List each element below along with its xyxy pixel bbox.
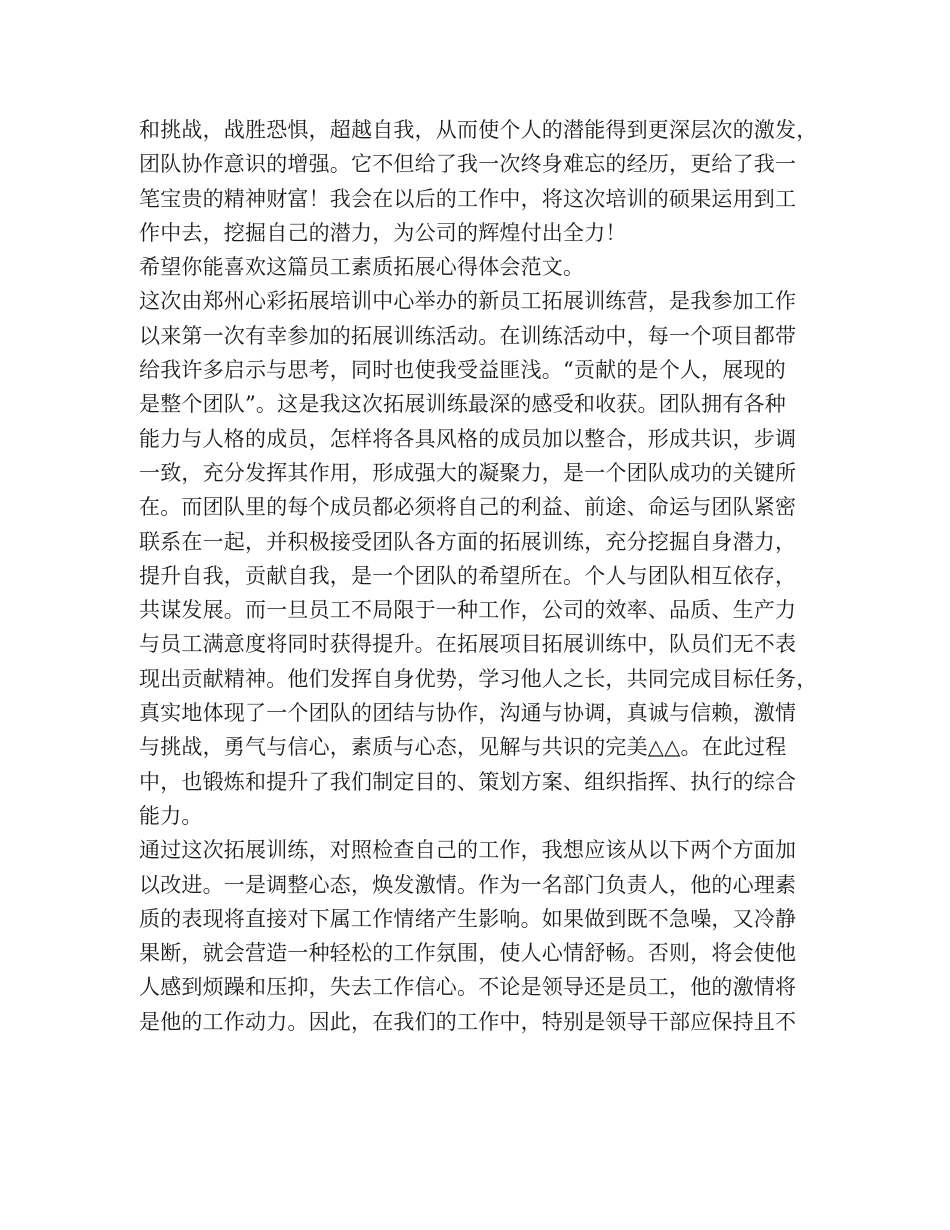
text-line: 联系在一起，并积极接受团队各方面的拓展训练，充分挖掘自身潜力， (139, 529, 797, 554)
text-line: 一致，充分发挥其作用，形成强大的凝聚力，是一个团队成功的关键所 (139, 460, 797, 485)
text-line: 提升自我，贡献自我，是一个团队的希望所在。个人与团队相互依存， (139, 563, 797, 588)
text-line: 笔宝贵的精神财富！我会在以后的工作中，将这次培训的硕果运用到工 (139, 186, 797, 211)
text-line: 中，也锻炼和提升了我们制定目的、策划方案、组织指挥、执行的综合 (139, 769, 797, 794)
text-line: 给我许多启示与思考，同时也使我受益匪浅。“贡献的是个人，展现的 (139, 358, 786, 383)
text-line: 希望你能喜欢这篇员工素质拓展心得体会范文。 (139, 255, 585, 280)
text-line: 是整个团队”。这是我这次拓展训练最深的感受和收获。团队拥有各种 (139, 392, 786, 417)
text-line: 与员工满意度将同时获得提升。在拓展项目拓展训练中，队员们无不表 (139, 632, 797, 657)
text-line: 与挑战，勇气与信心，素质与心态，见解与共识的完美△△。在此过程 (139, 735, 787, 760)
text-line: 团队协作意识的增强。它不但给了我一次终身难忘的经历，更给了我一 (139, 152, 797, 177)
text-line: 通过这次拓展训练，对照检查自己的工作，我想应该从以下两个方面加 (139, 838, 797, 863)
text-line: 共谋发展。而一旦员工不局限于一种工作，公司的效率、品质、生产力 (139, 598, 797, 623)
text-line: 在。而团队里的每个成员都必须将自己的利益、前途、命运与团队紧密 (139, 495, 797, 520)
text-line: 现出贡献精神。他们发挥自身优势，学习他人之长，共同完成目标任务， (139, 666, 818, 691)
text-line: 能力与人格的成员，怎样将各具风格的成员加以整合，形成共识，步调 (139, 426, 797, 451)
text-line: 以改进。一是调整心态，焕发激情。作为一名部门负责人，他的心理素 (139, 872, 797, 897)
text-line: 和挑战，战胜恐惧，超越自我，从而使个人的潜能得到更深层次的激发， (139, 118, 818, 142)
text-line: 是他的工作动力。因此，在我们的工作中，特别是领导干部应保持且不 (139, 1009, 797, 1034)
document-body (139, 113, 829, 1039)
text-line: 质的表现将直接对下属工作情绪产生影响。如果做到既不急噪，又冷静 (139, 906, 797, 931)
text-line: 能力。 (139, 803, 203, 828)
text-line: 人感到烦躁和压抑，失去工作信心。不论是领导还是员工，他的激情将 (139, 975, 797, 1000)
text-line: 作中去，挖掘自己的潜力，为公司的辉煌付出全力！ (139, 220, 627, 245)
text-line: 以来第一次有幸参加的拓展训练活动。在训练活动中，每一个项目都带 (139, 323, 797, 348)
text-line: 果断，就会营造一种轻松的工作氛围，使人心情舒畅。否则，将会使他 (139, 941, 797, 966)
text-line: 这次由郑州心彩拓展培训中心举办的新员工拓展训练营，是我参加工作 (139, 289, 797, 314)
text-line: 真实地体现了一个团队的团结与协作，沟通与协调，真诚与信赖，激情 (139, 701, 797, 726)
